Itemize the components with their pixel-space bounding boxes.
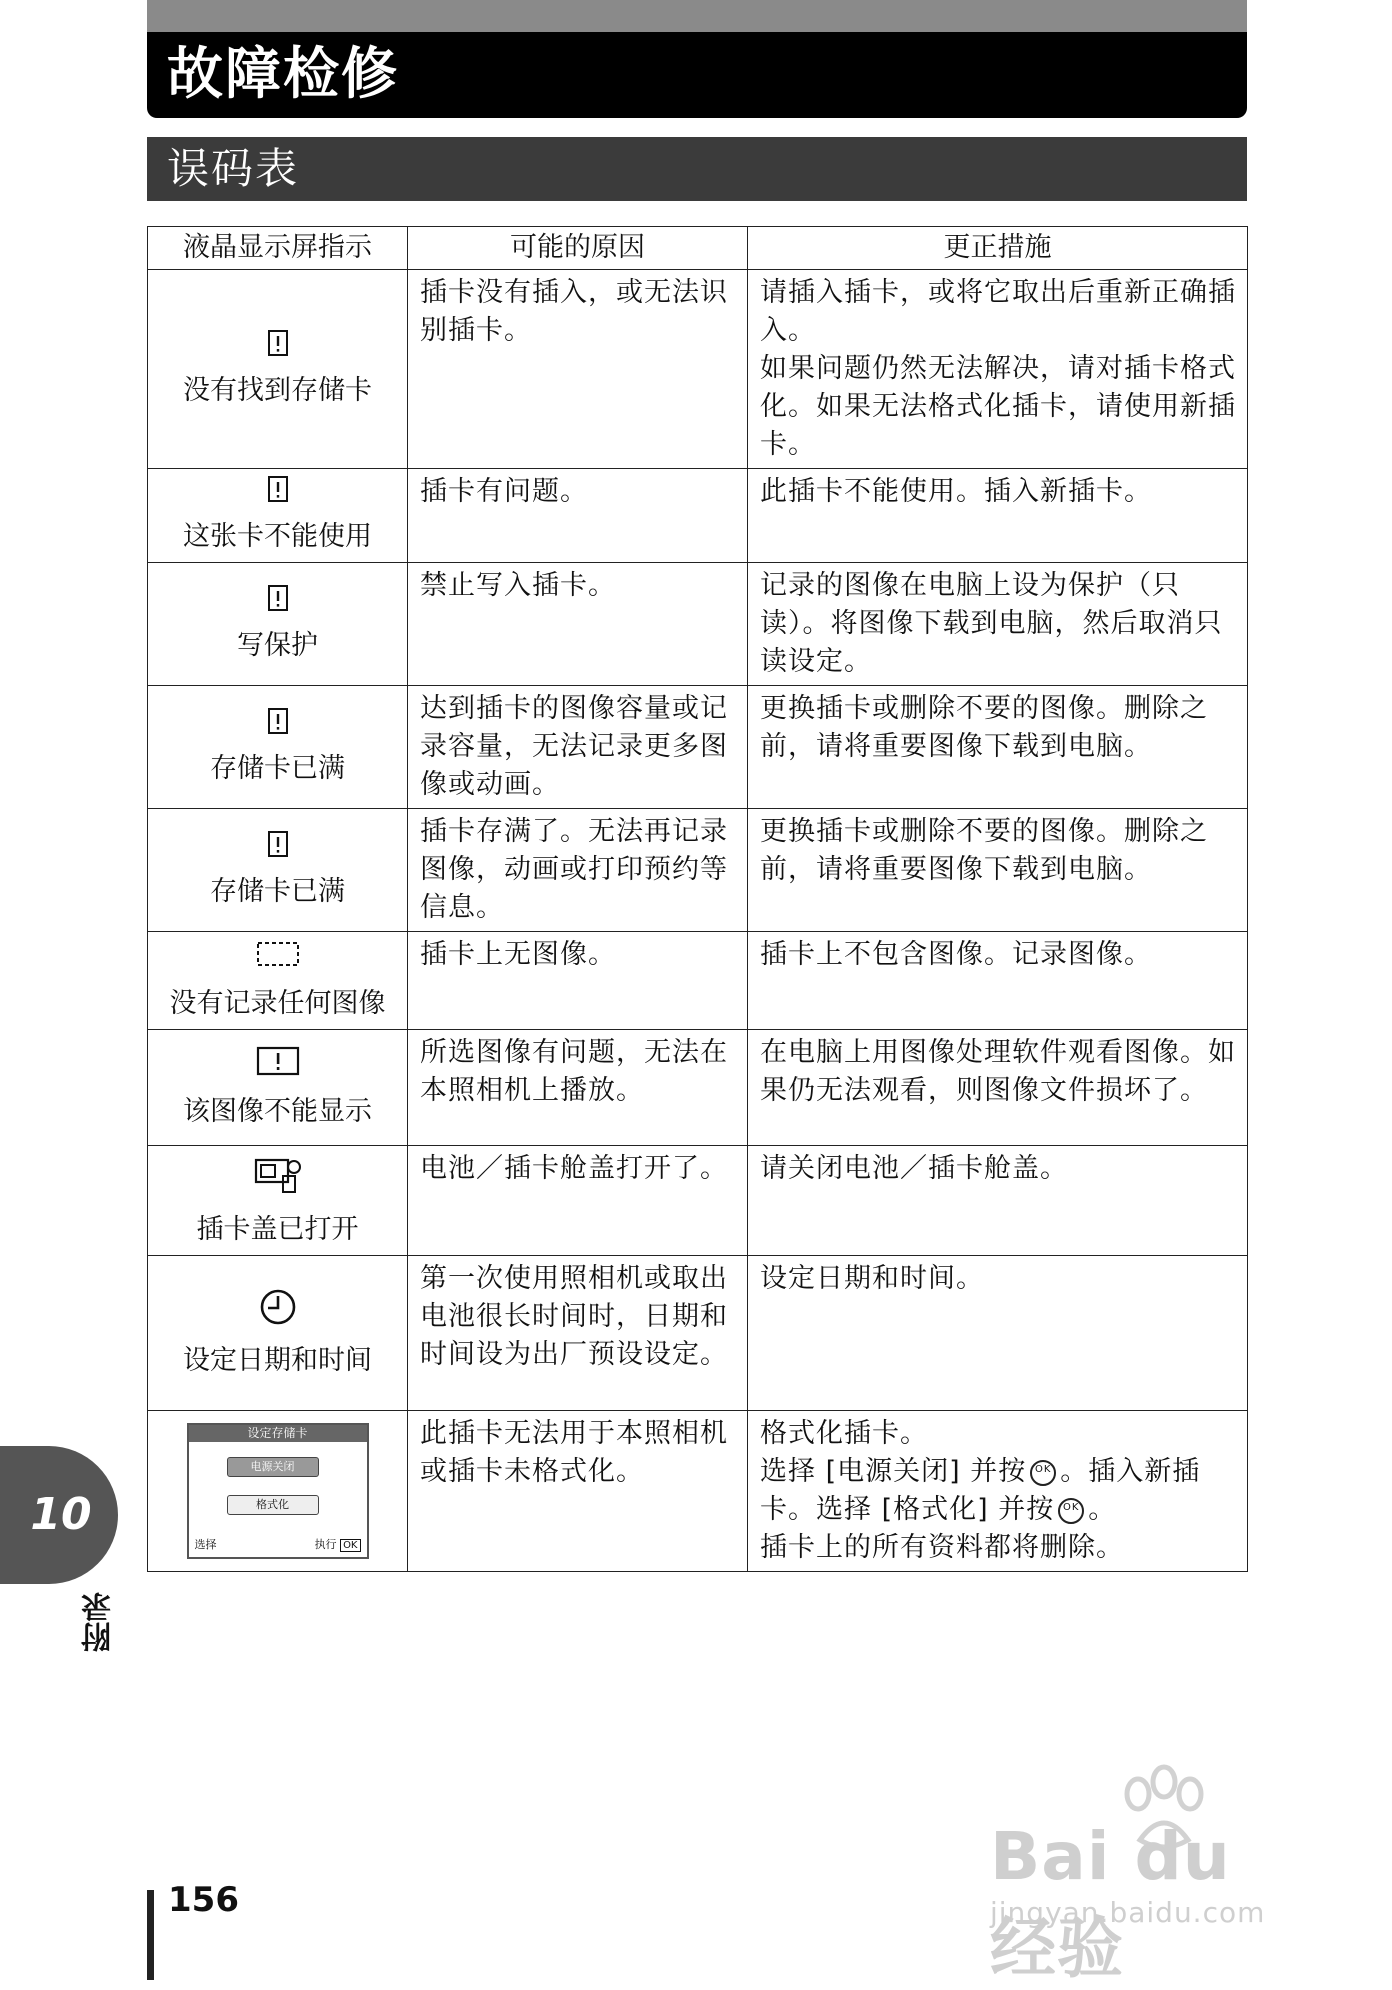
execute-label: 执行: [314, 1538, 337, 1551]
table-row: [148, 809, 1248, 932]
cause-text: 达到插卡的图像容量或记录容量，无法记录更多图像或动画。: [420, 693, 728, 800]
cause-cell: [408, 686, 748, 809]
clock-icon: [152, 1287, 403, 1338]
column-header: 液晶显示屏指示: [148, 227, 408, 270]
cause-text: 禁止写入插卡。: [420, 570, 616, 601]
indicator-label: 没有记录任何图像: [169, 988, 386, 1019]
indicator-label: 这张卡不能使用: [183, 521, 372, 552]
fix-text: 在电脑上用图像处理软件观看图像。如果仍无法观看，则图像文件损坏了。: [760, 1037, 1236, 1106]
error-code-table: [147, 226, 1248, 1572]
cause-text: 第一次使用照相机或取出电池很长时间时，日期和时间设为出厂预设设定。: [420, 1263, 728, 1370]
cause-text: 插卡没有插入，或无法识别插卡。: [420, 277, 728, 346]
chapter-tab: 10: [0, 1446, 118, 1584]
indicator-cell: [148, 932, 408, 1030]
watermark: [990, 1780, 1320, 1987]
watermark-url: jingyan.baidu.com: [990, 1896, 1266, 1929]
indicator-cell: [148, 469, 408, 563]
cause-cell: [408, 1146, 748, 1256]
card-warning-icon: [152, 584, 403, 623]
fix-cell: [748, 686, 1248, 809]
cause-cell: [408, 563, 748, 686]
fix-cell: [748, 469, 1248, 563]
cause-cell: [408, 469, 748, 563]
indicator-label: 写保护: [237, 629, 318, 661]
fix-text: 请插入插卡，或将它取出后重新正确插入。: [760, 277, 1236, 346]
cause-text: 插卡上无图像。: [420, 939, 616, 970]
indicator-cell: [148, 686, 408, 809]
fix-text: 插卡上不包含图像。记录图像。: [760, 939, 1152, 970]
card-warning-icon: [152, 329, 403, 368]
indicator-cell: [148, 1146, 408, 1256]
table-row: [148, 1256, 1248, 1411]
fix-text: 记录的图像在电脑上设为保护（只读）。将图像下载到电脑，然后取消只读设定。: [760, 570, 1223, 677]
card-warning-icon: [152, 707, 403, 746]
watermark-brand: Bai du 经验: [990, 1818, 1231, 1987]
format-option: 格式化: [227, 1495, 319, 1515]
fix-cell: [748, 1146, 1248, 1256]
table-row: [148, 686, 1248, 809]
cause-text: 所选图像有问题，无法在本照相机上播放。: [420, 1037, 728, 1106]
fix-text-part: 。插入新插卡。选择 [格式化] 并按: [760, 1456, 1201, 1525]
indicator-cell: [148, 563, 408, 686]
indicator-label: 存储卡已满: [210, 875, 345, 907]
cause-cell: [408, 932, 748, 1030]
indicator-label: 该图像不能显示: [183, 1096, 372, 1127]
fix-cell: [748, 932, 1248, 1030]
table-row: [148, 270, 1248, 469]
indicator-cell: [148, 809, 408, 932]
fix-text-part: 选择 [电源关闭] 并按: [760, 1456, 1027, 1487]
screen-footer: [195, 1538, 361, 1553]
select-hint: 选择: [194, 1538, 217, 1551]
cause-cell: [408, 270, 748, 469]
no-image-icon: [152, 938, 403, 981]
indicator-cell: [148, 1411, 408, 1572]
cause-text: 此插卡无法用于本照相机或插卡未格式化。: [420, 1418, 728, 1487]
column-header: 可能的原因: [408, 227, 748, 270]
indicator-label: 插卡盖已打开: [196, 1214, 359, 1245]
fix-cell: [748, 1256, 1248, 1411]
fix-text: 如果问题仍然无法解决，请对插卡格式化。如果无法格式化插卡，请使用新插卡。: [760, 353, 1236, 460]
fix-text: [760, 1453, 1237, 1529]
indicator-cell: [148, 270, 408, 469]
cause-cell: [408, 1411, 748, 1572]
page-marker-bar: [147, 1890, 154, 1980]
table-row: [148, 1030, 1248, 1146]
indicator-label: 存储卡已满: [210, 752, 345, 784]
cause-cell: [408, 1030, 748, 1146]
execute-hint: [315, 1538, 361, 1553]
ok-button-icon: OK: [1030, 1460, 1056, 1486]
card-setup-screen: [187, 1423, 369, 1559]
fix-text: 请关闭电池／插卡舱盖。: [760, 1153, 1068, 1184]
fix-cell: [748, 1030, 1248, 1146]
fix-cell: [748, 1411, 1248, 1572]
cause-text: 插卡有问题。: [420, 476, 588, 507]
ok-button-icon: OK: [1058, 1498, 1084, 1524]
fix-text: 更换插卡或删除不要的图像。删除之前，请将重要图像下载到电脑。: [760, 816, 1208, 885]
cause-text: 插卡存满了。无法再记录图像，动画或打印预约等信息。: [420, 816, 728, 923]
fix-text: 设定日期和时间。: [760, 1263, 984, 1294]
fix-cell: [748, 270, 1248, 469]
section-title: 误码表: [147, 137, 1247, 201]
chapter-label: 附录: [82, 1592, 117, 1652]
table-row: [148, 932, 1248, 1030]
indicator-cell: [148, 1030, 408, 1146]
fix-text: 更换插卡或删除不要的图像。删除之前，请将重要图像下载到电脑。: [760, 693, 1208, 762]
column-header: 更正措施: [748, 227, 1248, 270]
top-gray-bar: [147, 0, 1247, 32]
cause-text: 电池／插卡舱盖打开了。: [420, 1153, 728, 1184]
table-row: [148, 563, 1248, 686]
card-warning-icon: [152, 830, 403, 869]
fix-cell: [748, 809, 1248, 932]
table-row: [148, 1411, 1248, 1572]
table-row: [148, 469, 1248, 563]
cause-cell: [408, 1256, 748, 1411]
cover-open-icon: [152, 1152, 403, 1207]
table-header-row: [148, 227, 1248, 270]
indicator-cell: [148, 1256, 408, 1411]
page-title: 故障检修: [147, 32, 1247, 118]
screen-title: 设定存储卡: [189, 1425, 367, 1442]
fix-text: 插卡上的所有资料都将删除。: [760, 1532, 1124, 1563]
image-error-icon: [152, 1044, 403, 1089]
ok-label: OK: [340, 1539, 360, 1552]
indicator-label: 设定日期和时间: [183, 1344, 372, 1376]
fix-text-part: 。: [1088, 1494, 1117, 1525]
fix-cell: [748, 563, 1248, 686]
card-warning-icon: [152, 475, 403, 514]
power-off-option: 电源关闭: [227, 1457, 319, 1477]
fix-text: 格式化插卡。: [760, 1418, 928, 1449]
indicator-label: 没有找到存储卡: [183, 374, 372, 406]
page-number: 156: [168, 1880, 239, 1920]
table-row: [148, 1146, 1248, 1256]
cause-cell: [408, 809, 748, 932]
fix-text: 此插卡不能使用。插入新插卡。: [760, 476, 1152, 507]
